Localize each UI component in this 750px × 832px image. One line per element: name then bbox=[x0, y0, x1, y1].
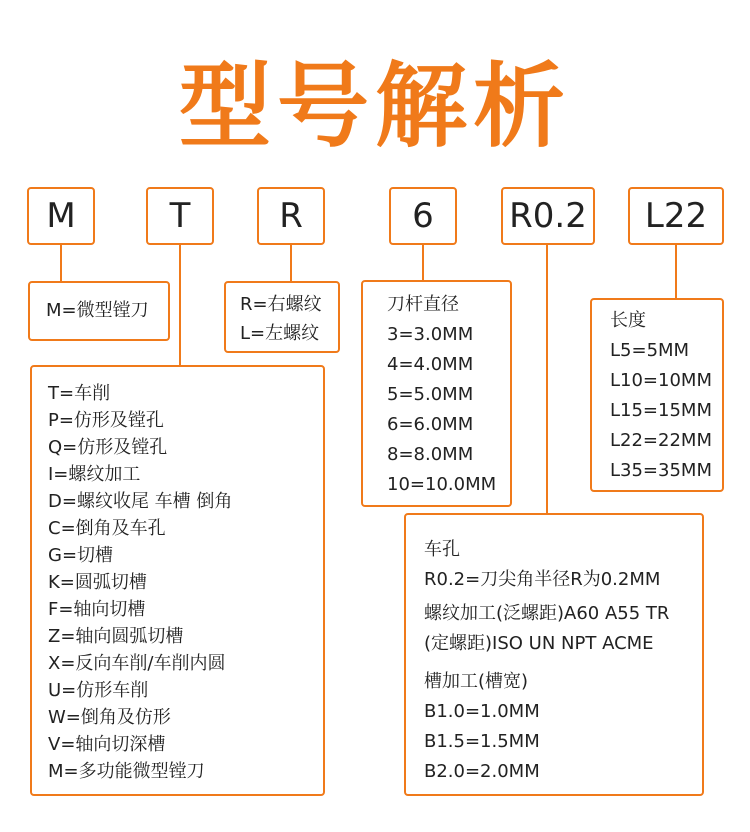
connector-t bbox=[179, 245, 181, 366]
type-line: F=轴向切槽 bbox=[48, 599, 146, 620]
radius-line: B1.0=1.0MM bbox=[424, 701, 540, 722]
type-line: W=倒角及仿形 bbox=[48, 707, 171, 728]
radius-line: B2.0=2.0MM bbox=[424, 761, 540, 782]
diameter-line: 8=8.0MM bbox=[387, 444, 474, 465]
type-line: U=仿形车削 bbox=[48, 680, 149, 701]
diameter-line: 刀杆直径 bbox=[387, 294, 459, 315]
length-line: L5=5MM bbox=[610, 340, 690, 361]
radius-line: 槽加工(槽宽) bbox=[424, 671, 529, 692]
radius-line: R0.2=刀尖角半径R为0.2MM bbox=[424, 569, 661, 590]
type-line: G=切槽 bbox=[48, 545, 114, 566]
nose-radius-box bbox=[404, 513, 704, 796]
length-line: L15=15MM bbox=[610, 400, 712, 421]
thread-line: R=右螺纹 bbox=[240, 294, 322, 315]
code-box-r: R bbox=[257, 187, 325, 245]
connector-l22 bbox=[675, 245, 677, 299]
page-title: 型号解析 bbox=[178, 53, 571, 160]
type-line: Q=仿形及镗孔 bbox=[48, 437, 168, 458]
connector-m bbox=[60, 245, 62, 282]
radius-line: B1.5=1.5MM bbox=[424, 731, 540, 752]
length-line: L35=35MM bbox=[610, 460, 712, 481]
shank-diameter-box bbox=[361, 280, 512, 507]
radius-line: (定螺距)ISO UN NPT ACME bbox=[424, 633, 654, 654]
type-line: I=螺纹加工 bbox=[48, 464, 141, 485]
diameter-line: 10=10.0MM bbox=[387, 474, 497, 495]
m-description-box bbox=[28, 281, 170, 341]
diameter-line: 4=4.0MM bbox=[387, 354, 474, 375]
code-box-l22: L22 bbox=[628, 187, 724, 245]
type-line: Z=轴向圆弧切槽 bbox=[48, 626, 184, 647]
type-line: C=倒角及车孔 bbox=[48, 518, 166, 539]
thread-direction-box bbox=[224, 281, 340, 353]
length-line: 长度 bbox=[610, 310, 646, 331]
code-box-m: M bbox=[27, 187, 95, 245]
connector-r bbox=[290, 245, 292, 282]
diameter-line: 5=5.0MM bbox=[387, 384, 474, 405]
code-box-r02: R0.2 bbox=[501, 187, 595, 245]
thread-line: L=左螺纹 bbox=[240, 323, 320, 344]
diameter-line: 3=3.0MM bbox=[387, 324, 474, 345]
connector-6 bbox=[422, 245, 424, 280]
code-box-6: 6 bbox=[389, 187, 457, 245]
length-box bbox=[590, 298, 724, 492]
type-line: V=轴向切深槽 bbox=[48, 734, 166, 755]
radius-line: 车孔 bbox=[424, 539, 460, 560]
connector-r02 bbox=[546, 245, 548, 514]
machining-type-box bbox=[30, 365, 325, 796]
type-line: T=车削 bbox=[48, 383, 111, 404]
m-line: M=微型镗刀 bbox=[46, 300, 149, 321]
type-line: K=圆弧切槽 bbox=[48, 572, 147, 593]
length-line: L10=10MM bbox=[610, 370, 712, 391]
length-line: L22=22MM bbox=[610, 430, 712, 451]
code-box-t: T bbox=[146, 187, 214, 245]
type-line: M=多功能微型镗刀 bbox=[48, 761, 205, 782]
radius-line: 螺纹加工(泛螺距)A60 A55 TR bbox=[424, 603, 670, 624]
type-line: P=仿形及镗孔 bbox=[48, 410, 164, 431]
type-line: X=反向车削/车削内圆 bbox=[48, 653, 226, 674]
type-line: D=螺纹收尾 车槽 倒角 bbox=[48, 491, 233, 512]
diameter-line: 6=6.0MM bbox=[387, 414, 474, 435]
